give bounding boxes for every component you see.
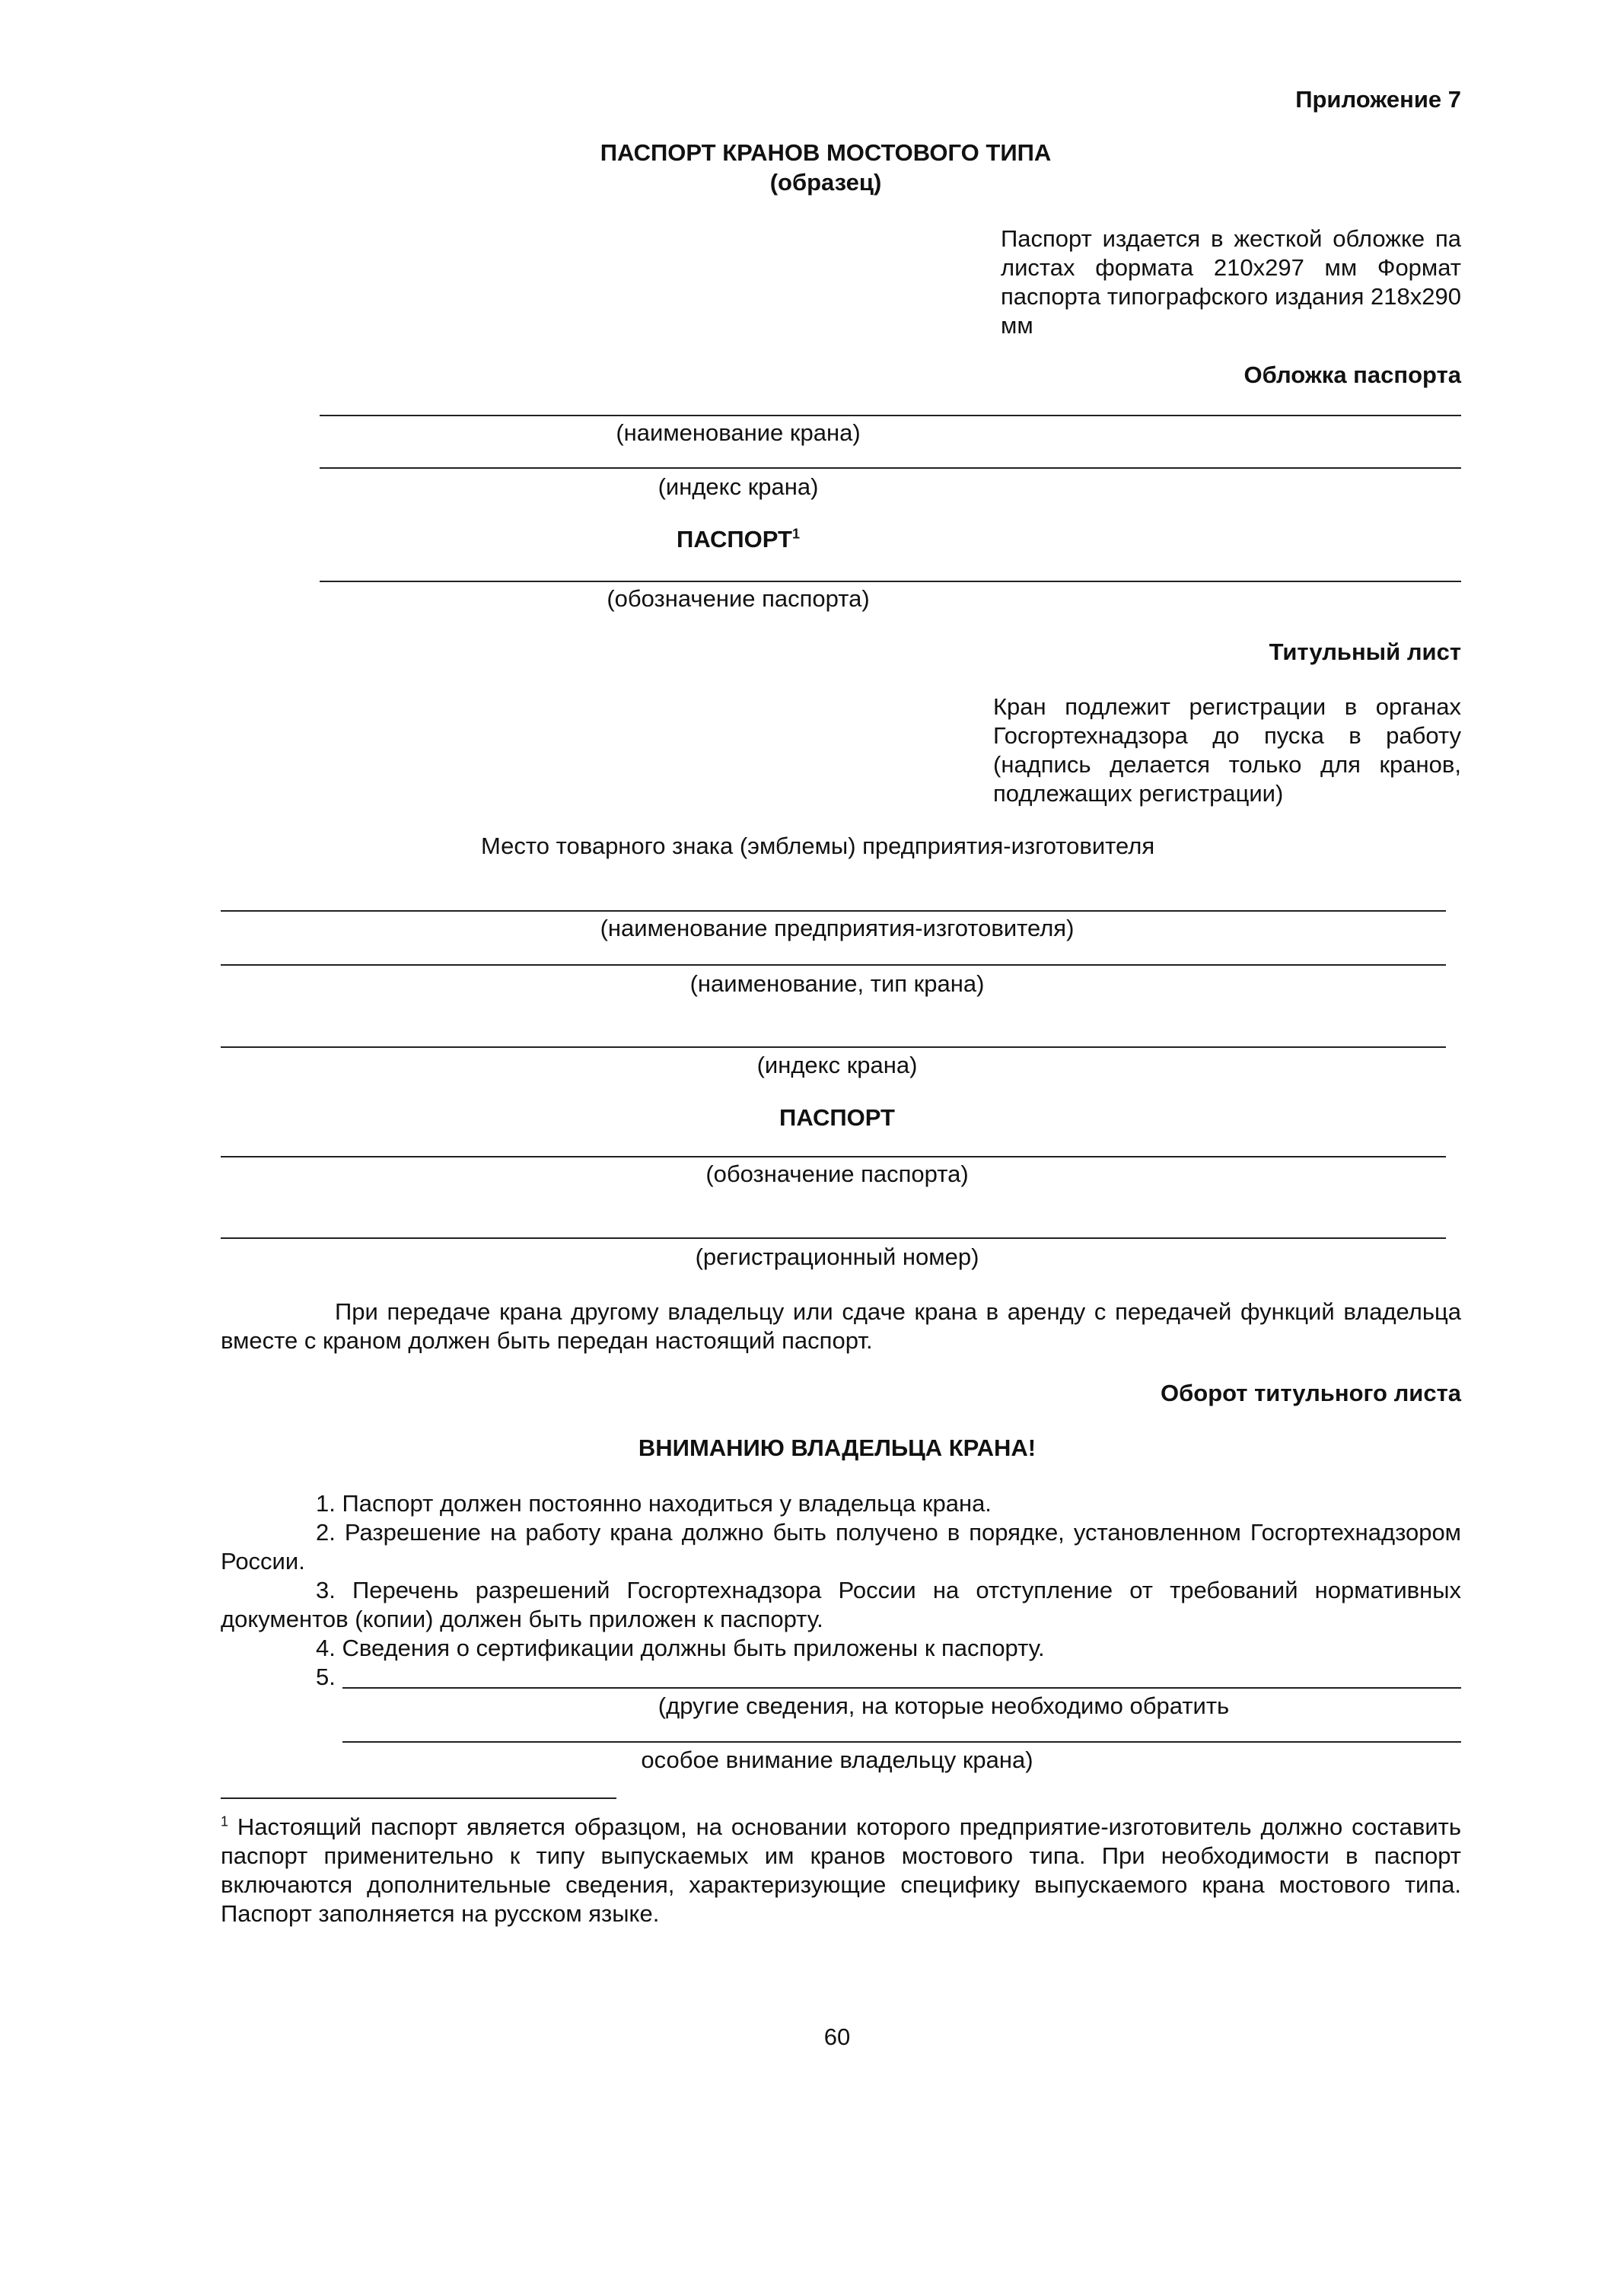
registration-note: Кран подлежит регистрации в органах Госгортехнадзора до пуска в работу (надпись делается только для кранов, подлежащих регистрации) — [993, 693, 1461, 807]
cover-passport-label — [320, 525, 1157, 554]
footnote-mark-bottom: 1 — [221, 1813, 229, 1829]
caption-reg-number: (регистрационный номер) — [695, 1243, 979, 1270]
caption-passport-designation: (обозначение паспорта) — [607, 585, 870, 612]
title-designation-line — [221, 1156, 1446, 1157]
page-number: 60 — [823, 2023, 851, 2050]
caption-title-designation: (обозначение паспорта) — [705, 1161, 969, 1187]
item-5-line-2 — [342, 1741, 1461, 1743]
reg-number-line — [221, 1237, 1446, 1239]
cover-name-line — [320, 415, 1461, 416]
title-passport-label: ПАСПОРТ — [779, 1104, 895, 1131]
intro-note: Паспорт издается в жесткой обложке па листах формата 210x297 мм Формат паспорта типографского издания 218x290 мм — [1001, 225, 1461, 339]
cover-index-line — [320, 467, 1461, 469]
attention-item-5-number: 5. — [316, 1664, 336, 1690]
document-subtitle: (образец) — [769, 169, 882, 196]
appendix-label: Приложение 7 — [1295, 86, 1461, 113]
title-index-line — [221, 1046, 1446, 1048]
caption-name-type: (наименование, тип крана) — [689, 970, 985, 997]
item-5-line — [342, 1687, 1461, 1689]
caption-other-info-2: особое внимание владельцу крана) — [641, 1746, 1033, 1773]
attention-item-3: 3. Перечень разрешений Госгортехнадзора России на отступление от требований нормативных документов (копии) должен быть приложен к паспорту. — [221, 1577, 1461, 1632]
caption-title-index: (индекс крана) — [756, 1052, 918, 1078]
transfer-note: При передаче крана другому владельцу или сдаче крана в аренду с передачей функций владельца вместе с краном должен быть передан настоящий паспорт. — [221, 1298, 1461, 1354]
reverse-heading: Оборот титульного листа — [1161, 1380, 1461, 1406]
name-type-line — [221, 964, 1446, 966]
attention-heading: ВНИМАНИЮ ВЛАДЕЛЬЦА КРАНА! — [638, 1434, 1036, 1461]
attention-item-4: 4. Сведения о сертификации должны быть приложены к паспорту. — [316, 1635, 1045, 1661]
cover-heading: Обложка паспорта — [1243, 361, 1461, 388]
passport-label-text: ПАСПОРТ — [677, 526, 792, 552]
footnote-mark: 1 — [791, 526, 800, 542]
footnote-text: Настоящий паспорт является образцом, на основании которого предприятие-изготовитель должно составить паспорт применительно к типу выпускаемых им кранов мостового типа. При необходимости в паспорт включаются дополнительные сведения, характеризующие специфику выпускаемого крана мостового типа. Паспорт заполняется на русском языке. — [221, 1813, 1461, 1927]
caption-other-info-1: (другие сведения, на которые необходимо обратить — [658, 1692, 1230, 1719]
caption-crane-index: (индекс крана) — [658, 473, 819, 500]
cover-designation-line — [320, 581, 1461, 582]
footnote — [221, 1813, 1461, 1928]
footnote-separator — [221, 1797, 616, 1799]
attention-item-1: 1. Паспорт должен постоянно находиться у владельца крана. — [316, 1490, 992, 1517]
manufacturer-line — [221, 910, 1446, 912]
attention-item-2: 2. Разрешение на работу крана должно быть получено в порядке, установленном Госгортехнадзором России. — [221, 1519, 1461, 1575]
caption-manufacturer: (наименование предприятия-изготовителя) — [600, 915, 1075, 941]
title-page-heading: Титульный лист — [1269, 638, 1461, 665]
trademark-place: Место товарного знака (эмблемы) предприятия-изготовителя — [481, 833, 1155, 859]
caption-crane-name: (наименование крана) — [616, 419, 861, 446]
document-title: ПАСПОРТ КРАНОВ МОСТОВОГО ТИПА — [600, 139, 1052, 166]
